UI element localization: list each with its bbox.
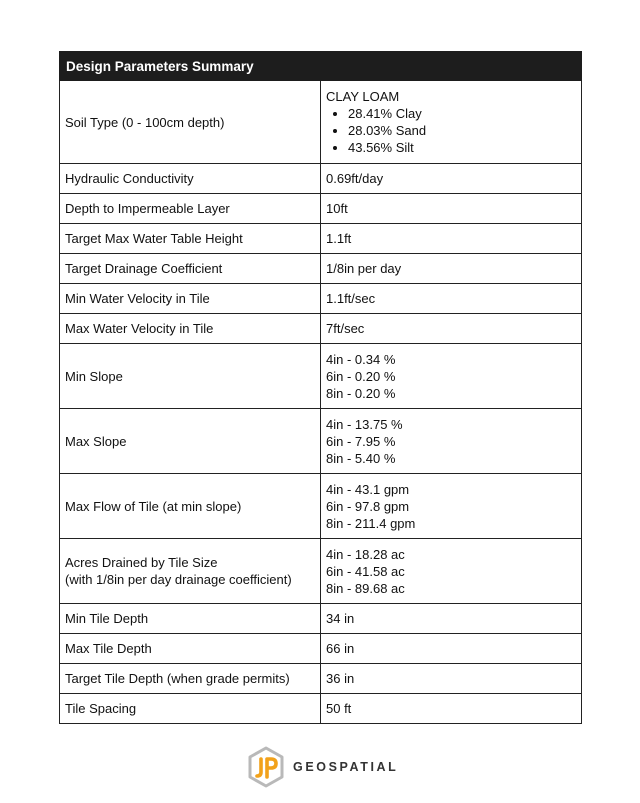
row-label: Max Water Velocity in Tile xyxy=(60,314,321,344)
row-label: Depth to Impermeable Layer xyxy=(60,194,321,224)
table-row xyxy=(60,284,582,314)
row-label: Min Water Velocity in Tile xyxy=(60,284,321,314)
row-value xyxy=(321,344,582,409)
value-line: 6in - 97.8 gpm xyxy=(326,498,410,514)
row-label: Target Drainage Coefficient xyxy=(60,254,321,284)
value-line: 6in - 41.58 ac xyxy=(326,563,405,579)
row-value: 66 in xyxy=(321,634,582,664)
row-value: 1/8in per day xyxy=(321,254,582,284)
soil-composition-list xyxy=(326,105,576,156)
row-label: Max Tile Depth xyxy=(60,634,321,664)
row-value: 0.69ft/day xyxy=(321,164,582,194)
row-label xyxy=(60,539,321,604)
company-name: GEOSPATIAL xyxy=(293,760,399,774)
company-logo xyxy=(247,745,398,789)
value-line: 4in - 13.75 % xyxy=(326,416,403,432)
list-item: • 28.41% Clay xyxy=(348,105,576,122)
list-item: • 28.03% Sand xyxy=(348,122,576,139)
value-line: 8in - 0.20 % xyxy=(326,385,396,401)
row-value xyxy=(321,539,582,604)
row-label: Max Flow of Tile (at min slope) xyxy=(60,474,321,539)
row-label-line: (with 1/8in per day drainage coefficient) xyxy=(65,572,292,587)
row-label: Tile Spacing xyxy=(60,694,321,724)
table-row-max-slope xyxy=(60,409,582,474)
value-line: 8in - 89.68 ac xyxy=(326,580,405,596)
jp-hexagon-logo-icon xyxy=(247,746,285,788)
row-value: 34 in xyxy=(321,604,582,634)
row-label: Target Max Water Table Height xyxy=(60,224,321,254)
row-value: 7ft/sec xyxy=(321,314,582,344)
value-line: 6in - 7.95 % xyxy=(326,433,396,449)
table-row xyxy=(60,604,582,634)
soil-type-title: CLAY LOAM xyxy=(326,89,400,104)
table-row xyxy=(60,194,582,224)
row-value: 36 in xyxy=(321,664,582,694)
table-row-acres-drained xyxy=(60,539,582,604)
value-line: 8in - 211.4 gpm xyxy=(326,515,416,531)
table-header: Design Parameters Summary xyxy=(60,52,582,81)
row-label: Hydraulic Conductivity xyxy=(60,164,321,194)
row-value: 1.1ft xyxy=(321,224,582,254)
row-label: Target Tile Depth (when grade permits) xyxy=(60,664,321,694)
table-row xyxy=(60,664,582,694)
table-row xyxy=(60,634,582,664)
row-value xyxy=(321,474,582,539)
table-row xyxy=(60,254,582,284)
row-label: Min Slope xyxy=(60,344,321,409)
table-row-soil-type xyxy=(60,81,582,164)
design-parameters-table xyxy=(59,51,582,724)
row-value: 1.1ft/sec xyxy=(321,284,582,314)
row-value: 50 ft xyxy=(321,694,582,724)
value-line: 4in - 43.1 gpm xyxy=(326,481,410,497)
list-item: • 43.56% Silt xyxy=(348,139,576,156)
value-line: 8in - 5.40 % xyxy=(326,450,396,466)
table-row-max-flow xyxy=(60,474,582,539)
value-line: 4in - 0.34 % xyxy=(326,351,396,367)
row-label: Min Tile Depth xyxy=(60,604,321,634)
table-row xyxy=(60,314,582,344)
value-line: 6in - 0.20 % xyxy=(326,368,396,384)
row-value xyxy=(321,409,582,474)
row-label: Soil Type (0 - 100cm depth) xyxy=(60,81,321,164)
row-label: Max Slope xyxy=(60,409,321,474)
value-line: 4in - 18.28 ac xyxy=(326,546,405,562)
row-value: 10ft xyxy=(321,194,582,224)
row-value xyxy=(321,81,582,164)
row-label-line: Acres Drained by Tile Size xyxy=(65,555,218,570)
table-row xyxy=(60,224,582,254)
table-row xyxy=(60,694,582,724)
table-row xyxy=(60,164,582,194)
table-row-min-slope xyxy=(60,344,582,409)
